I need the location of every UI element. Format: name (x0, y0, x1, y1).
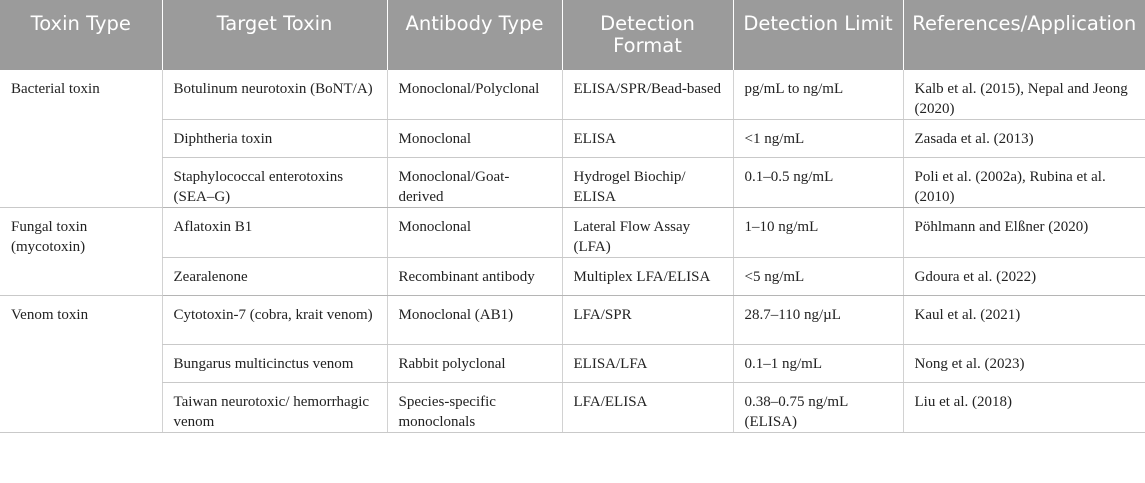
table-row (0, 120, 1145, 158)
header-detection-limit: Detection Limit (733, 0, 903, 70)
detection-limit-cell: 0.38–0.75 ng/mL (ELISA) (733, 383, 903, 433)
reference-cell: Poli et al. (2002a), Rubina et al. (2010) (903, 158, 1145, 208)
header-antibody-type: Antibody Type (387, 0, 562, 70)
header-detection-format: Detection Format (562, 0, 733, 70)
antibody-type-cell: Monoclonal (387, 208, 562, 258)
antibody-type-cell: Rabbit polyclonal (387, 345, 562, 383)
antibody-type-cell: Recombinant antibody (387, 258, 562, 296)
reference-cell: Liu et al. (2018) (903, 383, 1145, 433)
reference-cell: Gdoura et al. (2022) (903, 258, 1145, 296)
antibody-type-cell: Monoclonal/Goat-derived (387, 158, 562, 208)
header-toxin-type: Toxin Type (0, 0, 162, 70)
detection-format-cell: Multiplex LFA/ELISA (562, 258, 733, 296)
detection-format-cell: ELISA/LFA (562, 345, 733, 383)
detection-limit-cell: 0.1–0.5 ng/mL (733, 158, 903, 208)
detection-format-cell: LFA/ELISA (562, 383, 733, 433)
table-row (0, 208, 1145, 258)
detection-limit-cell: <1 ng/mL (733, 120, 903, 158)
table-header-row (0, 0, 1145, 70)
antibody-type-cell: Monoclonal/Polyclonal (387, 70, 562, 120)
target-toxin-cell: Zearalenone (162, 258, 387, 296)
detection-limit-cell: 28.7–110 ng/µL (733, 296, 903, 345)
target-toxin-cell: Botulinum neurotoxin (BoNT/A) (162, 70, 387, 120)
detection-limit-cell: 1–10 ng/mL (733, 208, 903, 258)
reference-cell: Nong et al. (2023) (903, 345, 1145, 383)
reference-cell: Kaul et al. (2021) (903, 296, 1145, 345)
toxin-type-cell: Fungal toxin (mycotoxin) (0, 208, 162, 296)
detection-format-cell: ELISA (562, 120, 733, 158)
toxin-type-cell: Venom toxin (0, 296, 162, 433)
table-row (0, 345, 1145, 383)
header-references: References/Application (903, 0, 1145, 70)
detection-format-cell: LFA/SPR (562, 296, 733, 345)
target-toxin-cell: Diphtheria toxin (162, 120, 387, 158)
table-row (0, 70, 1145, 120)
antibody-type-cell: Monoclonal (AB1) (387, 296, 562, 345)
target-toxin-cell: Aflatoxin B1 (162, 208, 387, 258)
target-toxin-cell: Taiwan neurotoxic/ hemorrhagic venom (162, 383, 387, 433)
table-row (0, 158, 1145, 208)
detection-limit-cell: <5 ng/mL (733, 258, 903, 296)
reference-cell: Zasada et al. (2013) (903, 120, 1145, 158)
antibody-type-cell: Species-specific monoclonals (387, 383, 562, 433)
detection-format-cell: ELISA/SPR/Bead-based (562, 70, 733, 120)
header-target-toxin: Target Toxin (162, 0, 387, 70)
target-toxin-cell: Bungarus multicinctus venom (162, 345, 387, 383)
reference-cell: Kalb et al. (2015), Nepal and Jeong (2020) (903, 70, 1145, 120)
table-row (0, 258, 1145, 296)
detection-format-cell: Hydrogel Biochip/ ELISA (562, 158, 733, 208)
table-row (0, 383, 1145, 433)
detection-limit-cell: pg/mL to ng/mL (733, 70, 903, 120)
antibody-type-cell: Monoclonal (387, 120, 562, 158)
target-toxin-cell: Staphylococcal enterotoxins (SEA–G) (162, 158, 387, 208)
reference-cell: Pöhlmann and Elßner (2020) (903, 208, 1145, 258)
detection-format-cell: Lateral Flow Assay (LFA) (562, 208, 733, 258)
target-toxin-cell: Cytotoxin-7 (cobra, krait venom) (162, 296, 387, 345)
toxin-type-cell: Bacterial toxin (0, 70, 162, 208)
detection-limit-cell: 0.1–1 ng/mL (733, 345, 903, 383)
table-row (0, 296, 1145, 345)
